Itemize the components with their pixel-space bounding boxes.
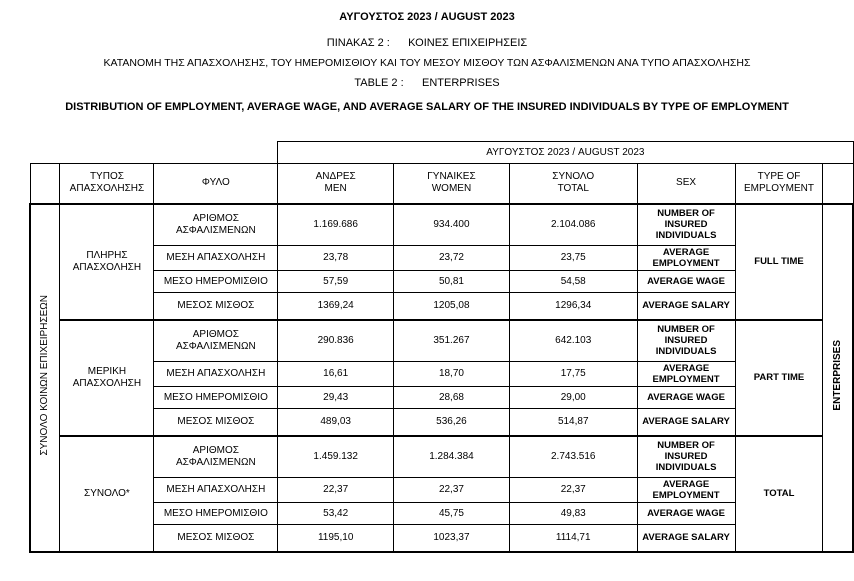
row-label-insured-english: NUMBER OF INSURED INDIVIDUALS [637, 204, 735, 246]
table-subtitle-english: DISTRIBUTION OF EMPLOYMENT, AVERAGE WAGE, AND AVERAGE SALARY OF THE INSURED INDIVIDUALS BY TYPE OF EMPLOYMENT [65, 101, 789, 113]
period-header: ΑΥΓΟΥΣΤΟΣ 2023 / AUGUST 2023 [278, 142, 853, 164]
cell-full-employment-women: 23,72 [394, 246, 510, 271]
cell-part-insured-women: 351.267 [394, 320, 510, 362]
group-label-total-english: TOTAL [735, 436, 823, 552]
cell-full-insured-women: 934.400 [394, 204, 510, 246]
col-sex-greek: ΦΥΛΟ [154, 164, 278, 204]
table-title-greek: ΠΙΝΑΚΑΣ 2 : ΚΟΙΝΕΣ ΕΠΙΧΕΙΡΗΣΕΙΣ [326, 37, 528, 49]
row-label-insured-english: NUMBER OF INSURED INDIVIDUALS [637, 436, 735, 478]
cell-part-salary-men: 489,03 [278, 409, 394, 436]
row-label-employment: ΜΕΣΗ ΑΠΑΣΧΟΛΗΣΗ [154, 246, 278, 271]
col-women: ΓΥΝΑΙΚΕΣ WOMEN [394, 164, 510, 204]
cell-full-employment-men: 23,78 [278, 246, 394, 271]
row-label-employment-english: AVERAGE EMPLOYMENT [637, 246, 735, 271]
col-total: ΣΥΝΟΛΟ TOTAL [509, 164, 637, 204]
employment-table [29, 141, 854, 553]
row-label-salary-english: AVERAGE SALARY [637, 293, 735, 320]
left-vertical-label: ΣΥΝΟΛΟ ΚΟΙΝΩΝ ΕΠΙΧΕΙΡΗΣΕΩΝ [30, 204, 60, 552]
row-label-wage-english: AVERAGE WAGE [637, 387, 735, 409]
cell-total-wage-men: 53,42 [278, 503, 394, 525]
group-label-part-time-greek: ΜΕΡΙΚΗ ΑΠΑΣΧΟΛΗΣΗ [60, 320, 154, 436]
cell-part-wage-men: 29,43 [278, 387, 394, 409]
cell-total-salary-total: 1114,71 [509, 525, 637, 552]
cell-total-employment-men: 22,37 [278, 478, 394, 503]
row-label-salary: ΜΕΣΟΣ ΜΙΣΘΟΣ [154, 409, 278, 436]
row-label-wage: ΜΕΣΟ ΗΜΕΡΟΜΙΣΘΙΟ [154, 503, 278, 525]
group-label-total-greek: ΣΥΝΟΛΟ* [60, 436, 154, 552]
row-label-wage-english: AVERAGE WAGE [637, 503, 735, 525]
cell-part-employment-total: 17,75 [509, 362, 637, 387]
header-corner-right [823, 164, 853, 204]
cell-full-salary-total: 1296,34 [509, 293, 637, 320]
report-period: ΑΥΓΟΥΣΤΟΣ 2023 / AUGUST 2023 [339, 11, 515, 23]
cell-part-insured-total: 642.103 [509, 320, 637, 362]
cell-part-salary-total: 514,87 [509, 409, 637, 436]
cell-total-wage-women: 45,75 [394, 503, 510, 525]
table-subtitle-greek: ΚΑΤΑΝΟΜΗ ΤΗΣ ΑΠΑΣΧΟΛΗΣΗΣ, ΤΟΥ ΗΜΕΡΟΜΙΣΘΙΟΥ ΚΑΙ ΤΟΥ ΜΕΣΟΥ ΜΙΣΘΟΥ ΤΩΝ ΑΣΦΑΛΙΣΜΕΝΩΝ ΑΝΑ ΤΥΠΟ ΑΠΑΣΧΟΛΗΣΗΣ [103, 57, 751, 69]
row-label-wage-english: AVERAGE WAGE [637, 271, 735, 293]
cell-part-salary-women: 536,26 [394, 409, 510, 436]
group-label-full-time-greek: ΠΛΗΡΗΣ ΑΠΑΣΧΟΛΗΣΗ [60, 204, 154, 320]
cell-full-salary-women: 1205,08 [394, 293, 510, 320]
cell-total-insured-total: 2.743.516 [509, 436, 637, 478]
cell-part-wage-total: 29,00 [509, 387, 637, 409]
col-type-english: TYPE OF EMPLOYMENT [735, 164, 823, 204]
row-label-salary-english: AVERAGE SALARY [637, 409, 735, 436]
row-label-insured: ΑΡΙΘΜΟΣ ΑΣΦΑΛΙΣΜΕΝΩΝ [154, 436, 278, 478]
row-label-wage: ΜΕΣΟ ΗΜΕΡΟΜΙΣΘΙΟ [154, 271, 278, 293]
col-type-greek: ΤΥΠΟΣ ΑΠΑΣΧΟΛΗΣΗΣ [60, 164, 154, 204]
cell-full-salary-men: 1369,24 [278, 293, 394, 320]
row-label-salary: ΜΕΣΟΣ ΜΙΣΘΟΣ [154, 525, 278, 552]
header-spacer [30, 142, 278, 164]
cell-full-insured-men: 1.169.686 [278, 204, 394, 246]
cell-total-insured-men: 1.459.132 [278, 436, 394, 478]
row-label-employment: ΜΕΣΗ ΑΠΑΣΧΟΛΗΣΗ [154, 362, 278, 387]
row-label-insured: ΑΡΙΘΜΟΣ ΑΣΦΑΛΙΣΜΕΝΩΝ [154, 204, 278, 246]
cell-part-wage-women: 28,68 [394, 387, 510, 409]
table-title-english: TABLE 2 : ENTERPRISES [354, 77, 500, 89]
right-vertical-label: ENTERPRISES [823, 204, 853, 552]
cell-full-employment-total: 23,75 [509, 246, 637, 271]
cell-total-insured-women: 1.284.384 [394, 436, 510, 478]
cell-full-wage-total: 54,58 [509, 271, 637, 293]
cell-full-insured-total: 2.104.086 [509, 204, 637, 246]
row-label-employment-english: AVERAGE EMPLOYMENT [637, 362, 735, 387]
cell-total-salary-women: 1023,37 [394, 525, 510, 552]
cell-part-insured-men: 290.836 [278, 320, 394, 362]
row-label-insured: ΑΡΙΘΜΟΣ ΑΣΦΑΛΙΣΜΕΝΩΝ [154, 320, 278, 362]
cell-total-salary-men: 1195,10 [278, 525, 394, 552]
group-label-part-time-english: PART TIME [735, 320, 823, 436]
row-label-insured-english: NUMBER OF INSURED INDIVIDUALS [637, 320, 735, 362]
header-corner-left [30, 164, 60, 204]
col-men: ΑΝΔΡΕΣ MEN [278, 164, 394, 204]
cell-total-employment-women: 22,37 [394, 478, 510, 503]
col-sex-english: SEX [637, 164, 735, 204]
cell-part-employment-women: 18,70 [394, 362, 510, 387]
cell-full-wage-men: 57,59 [278, 271, 394, 293]
cell-part-employment-men: 16,61 [278, 362, 394, 387]
cell-total-employment-total: 22,37 [509, 478, 637, 503]
row-label-wage: ΜΕΣΟ ΗΜΕΡΟΜΙΣΘΙΟ [154, 387, 278, 409]
row-label-employment: ΜΕΣΗ ΑΠΑΣΧΟΛΗΣΗ [154, 478, 278, 503]
group-label-full-time-english: FULL TIME [735, 204, 823, 320]
row-label-salary-english: AVERAGE SALARY [637, 525, 735, 552]
row-label-salary: ΜΕΣΟΣ ΜΙΣΘΟΣ [154, 293, 278, 320]
row-label-employment-english: AVERAGE EMPLOYMENT [637, 478, 735, 503]
cell-full-wage-women: 50,81 [394, 271, 510, 293]
cell-total-wage-total: 49,83 [509, 503, 637, 525]
